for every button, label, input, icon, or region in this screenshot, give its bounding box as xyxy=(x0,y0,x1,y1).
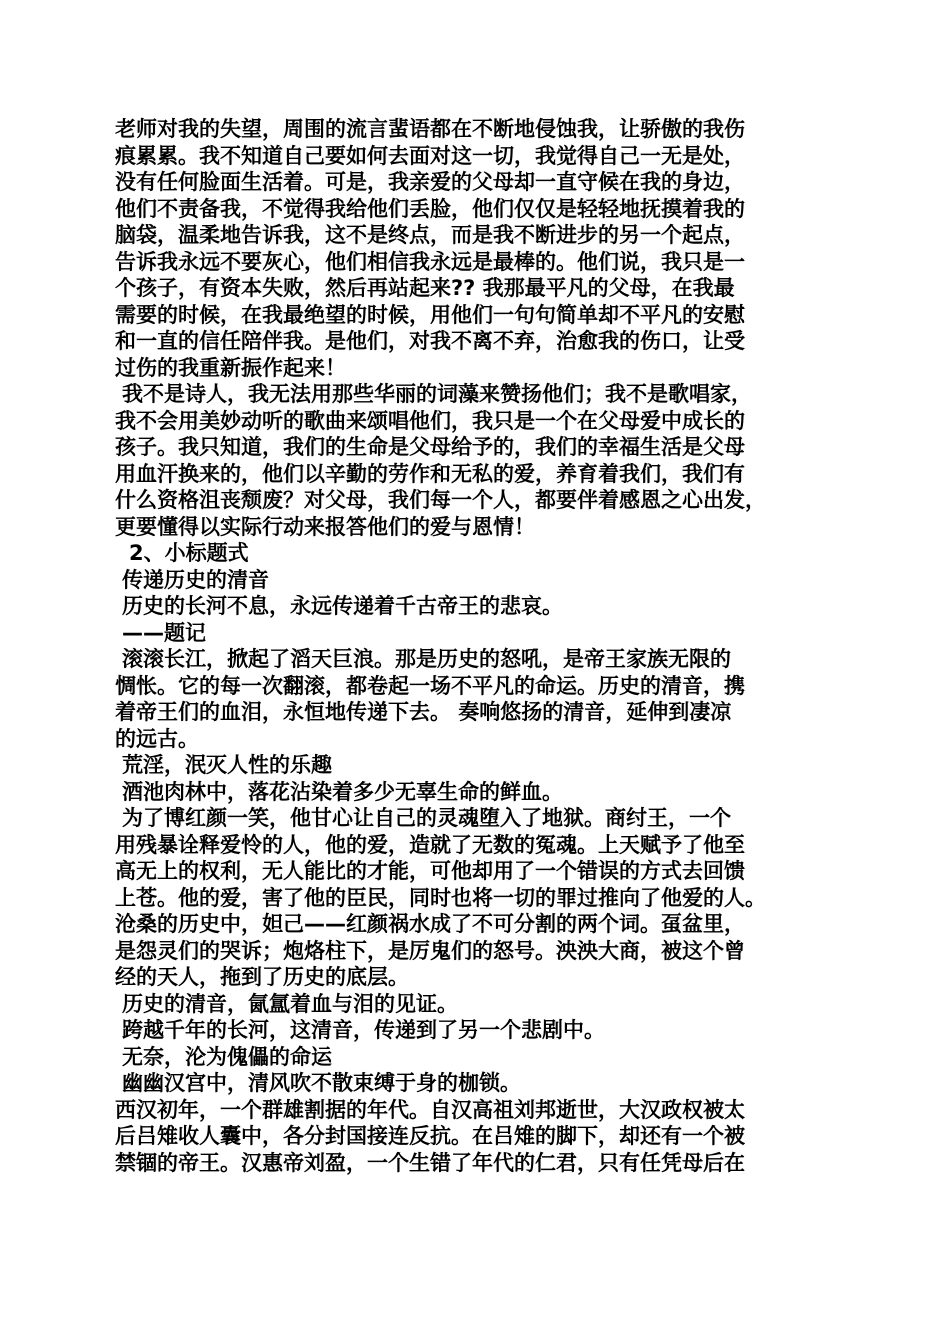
text-line: 上苍。他的爱，害了他的臣民，同时也将一切的罪过推向了他爱的人。 xyxy=(115,885,766,910)
text-line: 用血汗换来的，他们以辛勤的劳作和无私的爱，养育着我们，我们有 xyxy=(115,461,745,486)
text-line: 没有任何脸面生活着。可是，我亲爱的父母却一直守候在我的身边， xyxy=(115,170,745,194)
text-line: 我不是诗人，我无法用那些华丽的词藻来赞扬他们；我不是歌唱家， xyxy=(122,382,752,406)
text-line: 西汉初年，一个群雄割据的年代。自汉高祖刘邦逝世，大汉政权被太 xyxy=(115,1097,745,1122)
text-line: 需要的时候，在我最绝望的时候，用他们一句句简单却不平凡的安慰 xyxy=(115,302,745,327)
text-line: 着帝王们的血泪，永恒地传递下去。 奏响悠扬的清音，延伸到凄凉 xyxy=(115,700,732,724)
text-line: 的远古。 xyxy=(115,726,199,751)
text-line: 滚滚长江，掀起了滔天巨浪。那是历史的怒吼，是帝王家族无限的 xyxy=(122,647,731,671)
text-line: 用残暴诠释爱怜的人，他的爱，造就了无数的冤魂。上天赋予了他至 xyxy=(115,832,745,857)
text-line: 过伤的我重新振作起来！ xyxy=(115,355,346,380)
text-line: 后吕雉收人囊中，各分封国接连反抗。在吕雉的脚下，却还有一个被 xyxy=(115,1124,745,1148)
text-line: 和一直的信任陪伴我。是他们，对我不离不弃，治愈我的伤口，让受 xyxy=(115,329,745,353)
text-line: 老师对我的失望，周围的流言蜚语都在不断地侵蚀我，让骄傲的我伤 xyxy=(115,117,745,141)
text-line: 惆怅。它的每一次翻滚，都卷起一场不平凡的命运。历史的清音，携 xyxy=(115,673,745,698)
text-line: 他们不责备我，不觉得我给他们丢脸，他们仅仅是轻轻地抚摸着我的 xyxy=(115,196,745,221)
text-line: 历史的长河不息，永远传递着千古帝王的悲哀。 xyxy=(122,594,563,618)
text-line: 告诉我永远不要灰心，他们相信我永远是最棒的。他们说，我只是一 xyxy=(115,249,745,274)
text-line: 什么资格沮丧颓废？对父母，我们每一个人，都要伴着感恩之心出发， xyxy=(115,488,766,512)
text-line: 经的天人，拖到了历史的底层。 xyxy=(115,965,409,989)
text-line: 是怨灵们的哭诉；炮烙柱下，是厉鬼们的怒号。泱泱大商，被这个曾 xyxy=(115,938,745,963)
text-line: 更要懂得以实际行动来报答他们的爱与恩情！ xyxy=(115,514,535,539)
text-line: 我不会用美妙动听的歌曲来颂唱他们，我只是一个在父母爱中成长的 xyxy=(115,408,745,433)
text-line: 幽幽汉宫中，清风吹不散束缚于身的枷锁。 xyxy=(122,1071,521,1095)
text-line: 孩子。我只知道，我们的生命是父母给予的，我们的幸福生活是父母 xyxy=(115,435,745,459)
text-line: 高无上的权利，无人能比的才能，可他却用了一个错误的方式去回馈 xyxy=(115,859,745,883)
text-line: 传递历史的清音 xyxy=(122,567,269,592)
text-line: 荒淫，泯灭人性的乐趣 xyxy=(122,753,332,777)
text-line: 无奈，沦为傀儡的命运 xyxy=(122,1044,332,1069)
text-line: 跨越千年的长河，这清音，传递到了另一个悲剧中。 xyxy=(122,1018,605,1042)
document-page xyxy=(115,116,850,1176)
text-line: 禁锢的帝王。汉惠帝刘盈，一个生错了年代的仁君，只有任凭母后在 xyxy=(115,1150,745,1175)
text-line: 个孩子，有资本失败，然后再站起来?? 我那最平凡的父母，在我最 xyxy=(115,276,735,300)
text-line: 痕累累。我不知道自己要如何去面对这一切，我觉得自己一无是处， xyxy=(115,143,745,168)
text-line: 为了博红颜一笑，他甘心让自己的灵魂堕入了地狱。商纣王，一个 xyxy=(122,806,731,830)
text-line: ——题记 xyxy=(122,620,206,645)
text-line: 历史的清音，氤氲着血与泪的见证。 xyxy=(122,991,458,1016)
text-line: 酒池肉林中，落花沾染着多少无辜生命的鲜血。 xyxy=(122,779,563,804)
text-line: 沧桑的历史中，妲己——红颜祸水成了不可分割的两个词。虿盆里， xyxy=(115,912,745,936)
text-line: 脑袋，温柔地告诉我，这不是终点，而是我不断进步的另一个起点， xyxy=(115,223,745,247)
text-line: 2、小标题式 xyxy=(129,541,249,565)
